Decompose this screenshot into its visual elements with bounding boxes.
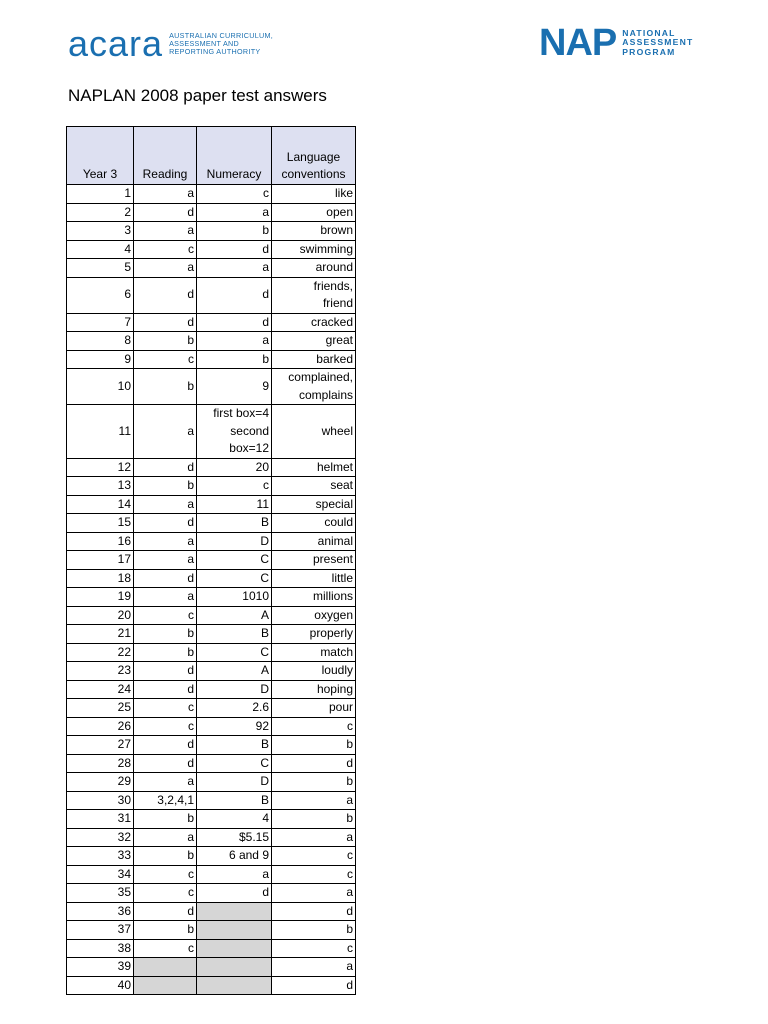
- language-answer-line: complains: [298, 387, 353, 402]
- numeracy-answer: D: [197, 773, 272, 792]
- language-answer: pour: [272, 699, 356, 718]
- numeracy-answer: 11: [197, 495, 272, 514]
- reading-answer: d: [134, 203, 197, 222]
- numeracy-answer: 92: [197, 717, 272, 736]
- language-answer-line: friend: [322, 296, 353, 310]
- table-row: [67, 847, 356, 866]
- question-number: 30: [67, 791, 134, 810]
- numeracy-answer: B: [197, 791, 272, 810]
- language-answer: helmet: [272, 458, 356, 477]
- table-row: [67, 939, 356, 958]
- language-answer: like: [272, 185, 356, 204]
- nap-logo: [539, 24, 693, 62]
- reading-answer: d: [134, 569, 197, 588]
- nap-logo-line: NATIONAL: [622, 28, 676, 39]
- nap-logo-line: ASSESSMENT: [622, 37, 694, 48]
- acara-logo-line: AUSTRALIAN CURRICULUM,: [169, 31, 274, 40]
- reading-answer: c: [134, 240, 197, 259]
- table-row: [67, 551, 356, 570]
- language-answer: a: [272, 884, 356, 903]
- language-answer: properly: [272, 625, 356, 644]
- language-answer-line: complained,: [288, 370, 353, 384]
- question-number: 35: [67, 884, 134, 903]
- numeracy-answer-line: box=12: [229, 441, 269, 455]
- answers-table: [66, 126, 356, 995]
- table-row: [67, 810, 356, 829]
- question-number: 28: [67, 754, 134, 773]
- reading-answer: d: [134, 902, 197, 921]
- question-number: 15: [67, 514, 134, 533]
- reading-answer: a: [134, 551, 197, 570]
- table-row: [67, 532, 356, 551]
- question-number: 36: [67, 902, 134, 921]
- question-number: 9: [67, 350, 134, 369]
- table-row: [67, 203, 356, 222]
- table-row: [67, 405, 356, 459]
- reading-answer: d: [134, 736, 197, 755]
- table-row: [67, 921, 356, 940]
- reading-answer: b: [134, 477, 197, 496]
- numeracy-answer: c: [197, 185, 272, 204]
- numeracy-answer: c: [197, 477, 272, 496]
- language-answer-line: friends,: [313, 278, 353, 293]
- reading-answer: c: [134, 865, 197, 884]
- numeracy-answer: C: [197, 551, 272, 570]
- header-numeracy: Numeracy: [197, 127, 272, 185]
- question-number: 25: [67, 699, 134, 718]
- language-answer: [272, 369, 356, 405]
- table-row: [67, 514, 356, 533]
- header-language-line: conventions: [281, 167, 346, 181]
- numeracy-answer: b: [197, 350, 272, 369]
- numeracy-answer: a: [197, 259, 272, 278]
- question-number: 14: [67, 495, 134, 514]
- header-year: Year 3: [67, 127, 134, 185]
- language-answer: swimming: [272, 240, 356, 259]
- question-number: 2: [67, 203, 134, 222]
- table-row: [67, 884, 356, 903]
- table-row: [67, 717, 356, 736]
- reading-answer: b: [134, 921, 197, 940]
- question-number: 21: [67, 625, 134, 644]
- question-number: 33: [67, 847, 134, 866]
- numeracy-answer: A: [197, 606, 272, 625]
- language-answer: seat: [272, 477, 356, 496]
- nap-logo-line: PROGRAM: [622, 46, 676, 57]
- reading-answer: b: [134, 625, 197, 644]
- question-number: 34: [67, 865, 134, 884]
- numeracy-answer: B: [197, 736, 272, 755]
- numeracy-answer: [197, 902, 272, 921]
- language-answer: brown: [272, 222, 356, 241]
- nap-logo-subtitle: [622, 29, 693, 57]
- table-row: [67, 662, 356, 681]
- language-answer: d: [272, 976, 356, 995]
- reading-answer: a: [134, 495, 197, 514]
- language-answer: c: [272, 717, 356, 736]
- question-number: 1: [67, 185, 134, 204]
- numeracy-answer-line: second: [230, 423, 269, 438]
- numeracy-answer: d: [197, 313, 272, 332]
- question-number: 24: [67, 680, 134, 699]
- question-number: 16: [67, 532, 134, 551]
- table-row: [67, 828, 356, 847]
- header-language-conventions: [272, 127, 356, 185]
- language-answer: c: [272, 847, 356, 866]
- numeracy-answer: d: [197, 240, 272, 259]
- answer-rows: [67, 185, 356, 995]
- numeracy-answer: 9: [197, 369, 272, 405]
- numeracy-answer: A: [197, 662, 272, 681]
- language-answer: b: [272, 921, 356, 940]
- language-answer: cracked: [272, 313, 356, 332]
- table-row: [67, 495, 356, 514]
- language-answer: c: [272, 939, 356, 958]
- numeracy-answer: C: [197, 643, 272, 662]
- language-answer: loudly: [272, 662, 356, 681]
- table-row: [67, 369, 356, 405]
- reading-answer: d: [134, 662, 197, 681]
- numeracy-answer: d: [197, 884, 272, 903]
- question-number: 29: [67, 773, 134, 792]
- table-header-row: [67, 127, 356, 185]
- numeracy-answer: D: [197, 532, 272, 551]
- acara-logo-line: ASSESSMENT AND: [169, 39, 240, 48]
- question-number: 31: [67, 810, 134, 829]
- reading-answer: a: [134, 222, 197, 241]
- language-answer: a: [272, 791, 356, 810]
- table-row: [67, 185, 356, 204]
- numeracy-answer: [197, 405, 272, 459]
- table-row: [67, 240, 356, 259]
- reading-answer: a: [134, 773, 197, 792]
- table-row: [67, 680, 356, 699]
- reading-answer: a: [134, 259, 197, 278]
- question-number: 4: [67, 240, 134, 259]
- question-number: 37: [67, 921, 134, 940]
- table-row: [67, 350, 356, 369]
- table-row: [67, 332, 356, 351]
- language-answer: b: [272, 810, 356, 829]
- reading-answer: b: [134, 643, 197, 662]
- language-answer: barked: [272, 350, 356, 369]
- numeracy-answer: a: [197, 332, 272, 351]
- question-number: 26: [67, 717, 134, 736]
- numeracy-answer: 1010: [197, 588, 272, 607]
- language-answer: around: [272, 259, 356, 278]
- reading-answer: d: [134, 458, 197, 477]
- reading-answer: [134, 976, 197, 995]
- numeracy-answer-line: first box=4: [213, 406, 269, 420]
- numeracy-answer: a: [197, 203, 272, 222]
- table-row: [67, 606, 356, 625]
- numeracy-answer: b: [197, 222, 272, 241]
- reading-answer: d: [134, 514, 197, 533]
- reading-answer: a: [134, 828, 197, 847]
- table-row: [67, 458, 356, 477]
- language-answer: a: [272, 828, 356, 847]
- table-row: [67, 588, 356, 607]
- language-answer: [272, 277, 356, 313]
- language-answer: hoping: [272, 680, 356, 699]
- reading-answer: b: [134, 332, 197, 351]
- question-number: 38: [67, 939, 134, 958]
- question-number: 19: [67, 588, 134, 607]
- table-row: [67, 902, 356, 921]
- language-answer: d: [272, 902, 356, 921]
- table-row: [67, 736, 356, 755]
- question-number: 22: [67, 643, 134, 662]
- numeracy-answer: B: [197, 625, 272, 644]
- numeracy-answer: d: [197, 277, 272, 313]
- language-answer: c: [272, 865, 356, 884]
- reading-answer: a: [134, 588, 197, 607]
- table-row: [67, 222, 356, 241]
- numeracy-answer: B: [197, 514, 272, 533]
- header-reading: Reading: [134, 127, 197, 185]
- table-row: [67, 477, 356, 496]
- numeracy-answer: 6 and 9: [197, 847, 272, 866]
- reading-answer: a: [134, 532, 197, 551]
- numeracy-answer: 4: [197, 810, 272, 829]
- table-row: [67, 259, 356, 278]
- language-answer: oxygen: [272, 606, 356, 625]
- language-answer: open: [272, 203, 356, 222]
- nap-logo-word: NAP: [539, 22, 617, 64]
- numeracy-answer: $5.15: [197, 828, 272, 847]
- question-number: 23: [67, 662, 134, 681]
- question-number: 18: [67, 569, 134, 588]
- page-title: NAPLAN 2008 paper test answers: [68, 86, 327, 105]
- language-answer: animal: [272, 532, 356, 551]
- question-number: 5: [67, 259, 134, 278]
- language-answer: present: [272, 551, 356, 570]
- table-row: [67, 643, 356, 662]
- reading-answer: a: [134, 185, 197, 204]
- language-answer: wheel: [272, 405, 356, 459]
- question-number: 12: [67, 458, 134, 477]
- language-answer: millions: [272, 588, 356, 607]
- language-answer: a: [272, 958, 356, 977]
- reading-answer: c: [134, 606, 197, 625]
- table-row: [67, 976, 356, 995]
- table-row: [67, 791, 356, 810]
- question-number: 27: [67, 736, 134, 755]
- language-answer: could: [272, 514, 356, 533]
- reading-answer: c: [134, 884, 197, 903]
- numeracy-answer: a: [197, 865, 272, 884]
- question-number: 17: [67, 551, 134, 570]
- table-row: [67, 569, 356, 588]
- question-number: 8: [67, 332, 134, 351]
- question-number: 40: [67, 976, 134, 995]
- reading-answer: b: [134, 369, 197, 405]
- question-number: 10: [67, 369, 134, 405]
- reading-answer: 3,2,4,1: [134, 791, 197, 810]
- numeracy-answer: C: [197, 754, 272, 773]
- question-number: 7: [67, 313, 134, 332]
- numeracy-answer: 20: [197, 458, 272, 477]
- question-number: 3: [67, 222, 134, 241]
- table-row: [67, 313, 356, 332]
- numeracy-answer: D: [197, 680, 272, 699]
- question-number: 13: [67, 477, 134, 496]
- table-row: [67, 958, 356, 977]
- question-number: 32: [67, 828, 134, 847]
- acara-logo: [68, 23, 274, 64]
- reading-answer: c: [134, 717, 197, 736]
- numeracy-answer: 2.6: [197, 699, 272, 718]
- reading-answer: d: [134, 277, 197, 313]
- question-number: 20: [67, 606, 134, 625]
- language-answer: b: [272, 773, 356, 792]
- table-row: [67, 754, 356, 773]
- language-answer: special: [272, 495, 356, 514]
- question-number: 39: [67, 958, 134, 977]
- numeracy-answer: [197, 958, 272, 977]
- table-row: [67, 277, 356, 313]
- acara-logo-word: acara: [68, 23, 164, 64]
- numeracy-answer: C: [197, 569, 272, 588]
- table-row: [67, 773, 356, 792]
- acara-logo-line: REPORTING AUTHORITY: [169, 47, 261, 56]
- table-row: [67, 699, 356, 718]
- language-answer: b: [272, 736, 356, 755]
- language-answer: great: [272, 332, 356, 351]
- language-answer: little: [272, 569, 356, 588]
- language-answer: d: [272, 754, 356, 773]
- reading-answer: b: [134, 810, 197, 829]
- reading-answer: b: [134, 847, 197, 866]
- question-number: 11: [67, 405, 134, 459]
- reading-answer: d: [134, 313, 197, 332]
- reading-answer: d: [134, 754, 197, 773]
- numeracy-answer: [197, 939, 272, 958]
- numeracy-answer: [197, 976, 272, 995]
- language-answer: match: [272, 643, 356, 662]
- header-language-line: Language: [286, 150, 341, 164]
- reading-answer: c: [134, 699, 197, 718]
- reading-answer: d: [134, 680, 197, 699]
- acara-logo-subtitle: [169, 32, 273, 56]
- reading-answer: c: [134, 939, 197, 958]
- question-number: 6: [67, 277, 134, 313]
- numeracy-answer: [197, 921, 272, 940]
- reading-answer: c: [134, 350, 197, 369]
- table-row: [67, 865, 356, 884]
- reading-answer: [134, 958, 197, 977]
- table-row: [67, 625, 356, 644]
- reading-answer: a: [134, 405, 197, 459]
